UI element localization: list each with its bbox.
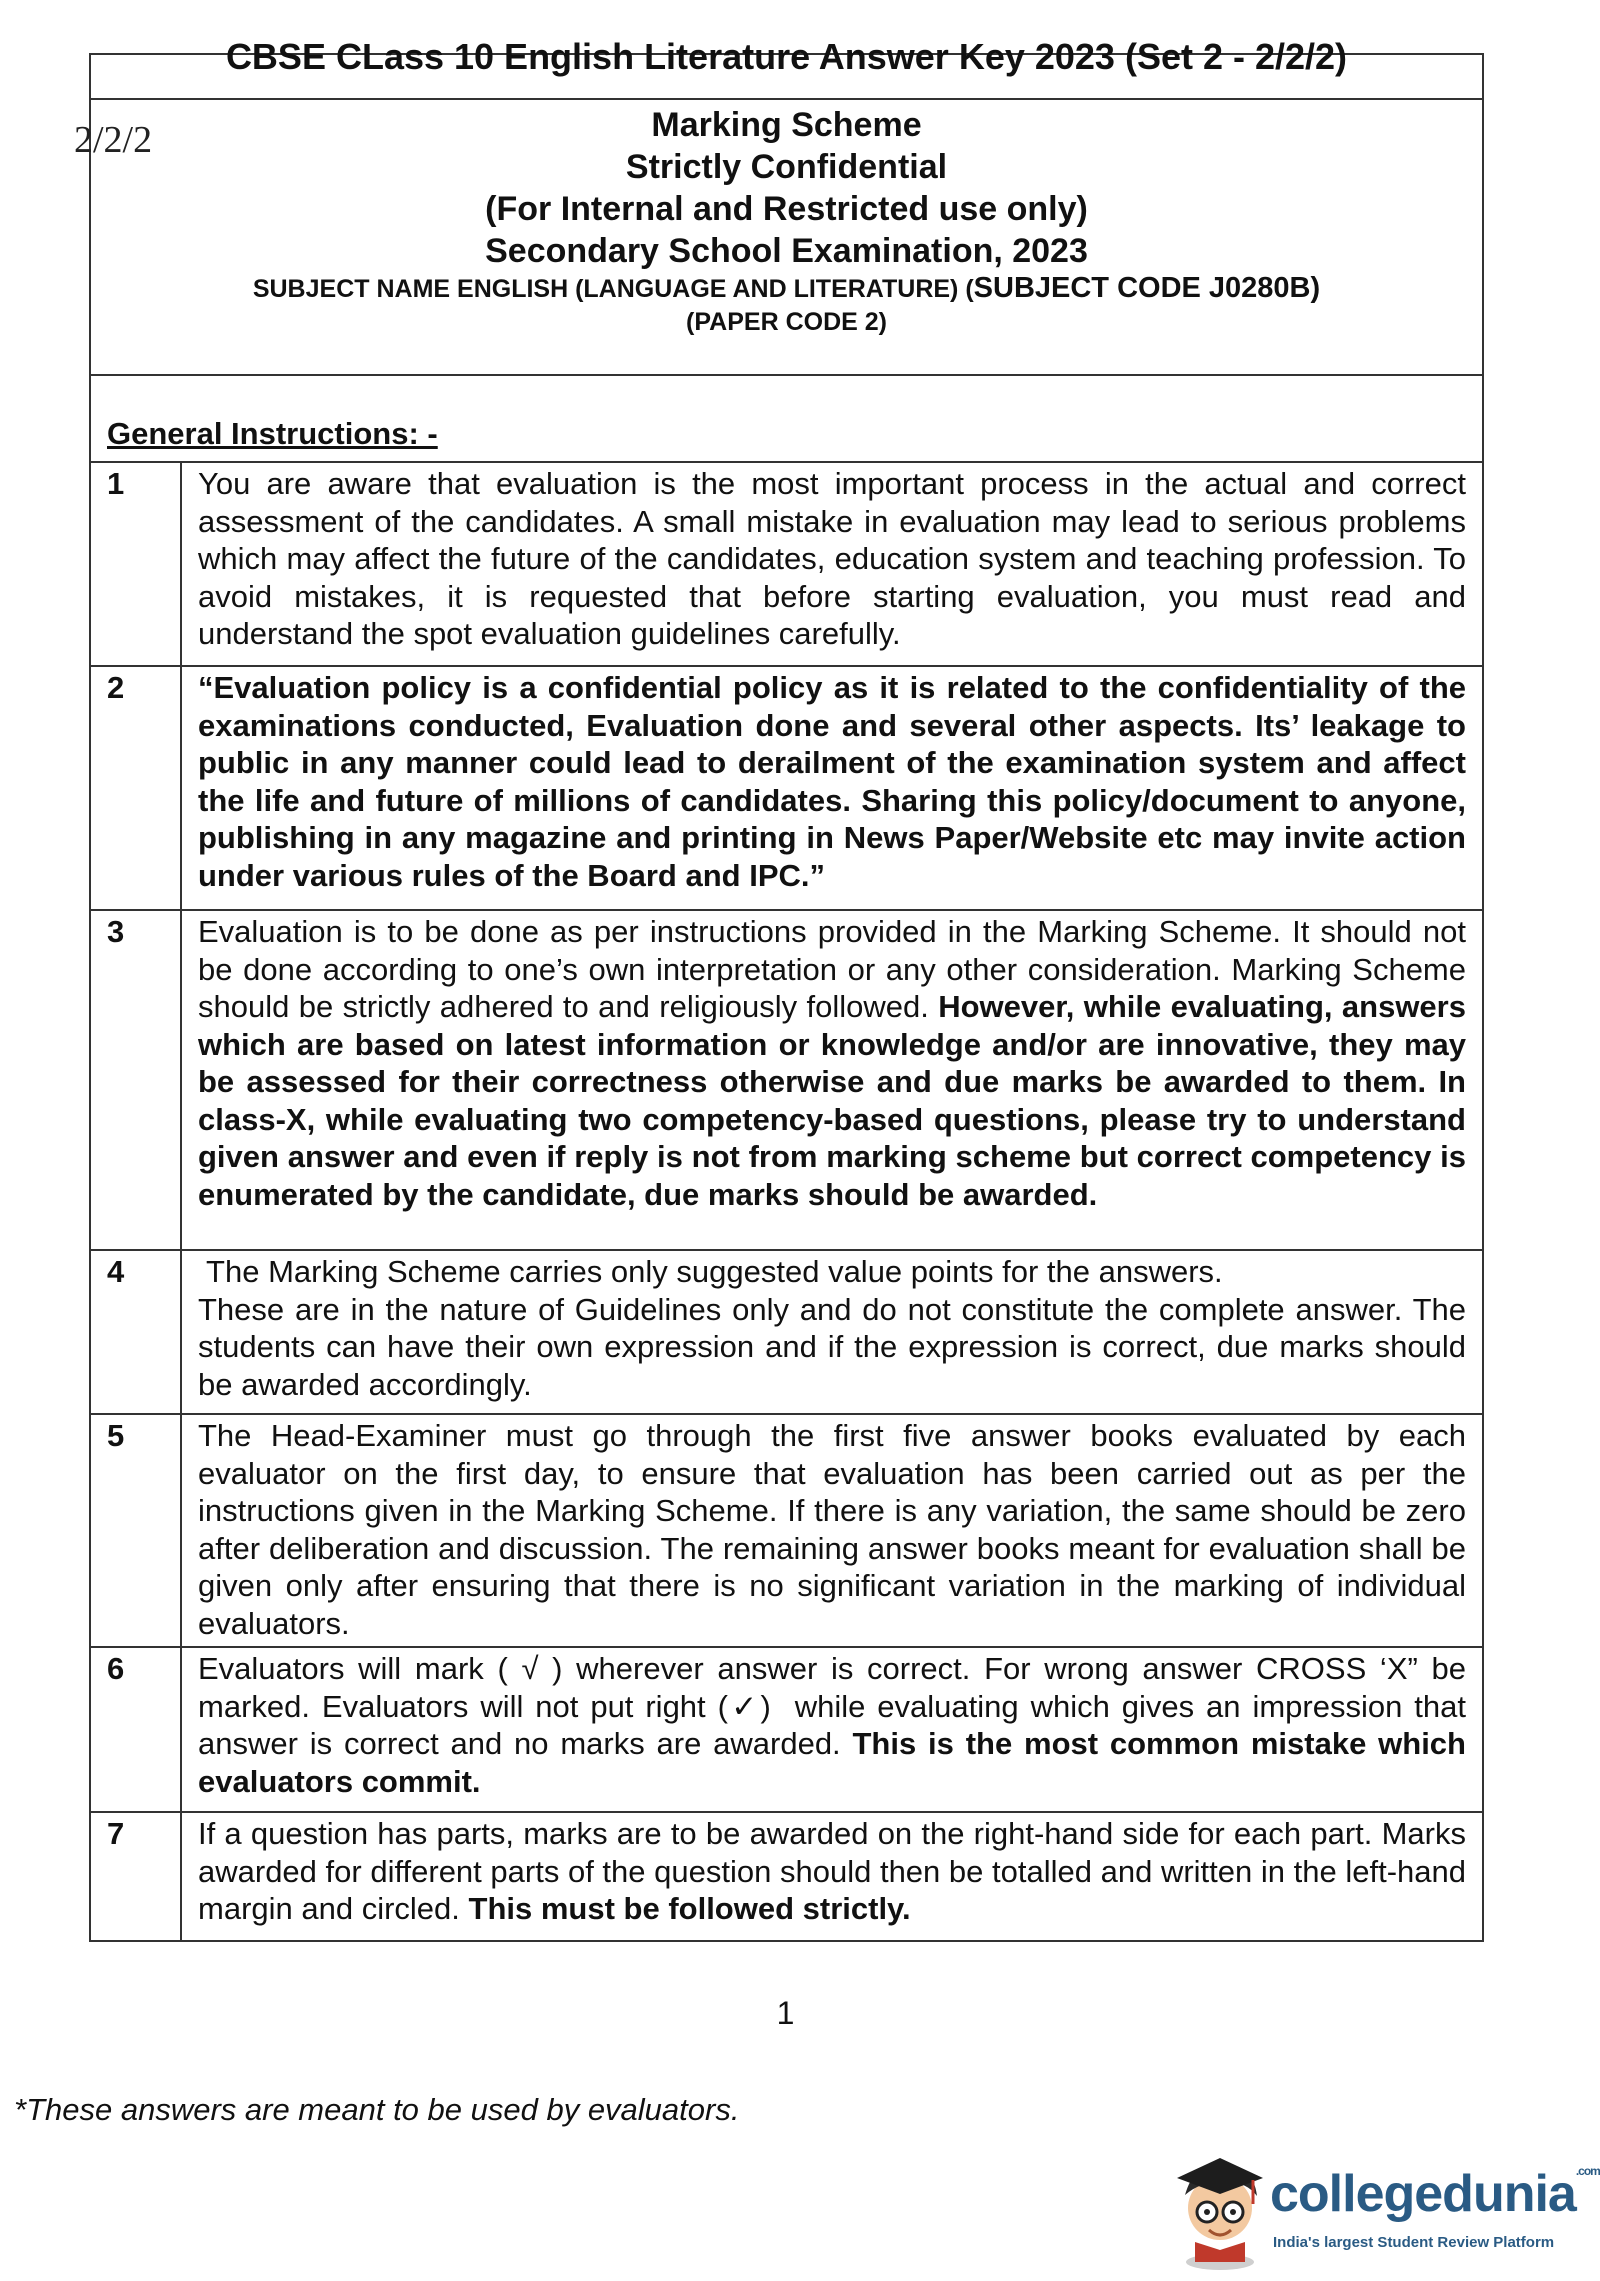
page-number: 1 (776, 1995, 795, 2031)
instruction-emphasis: However, while evaluating, answers which are based on latest information or knowledge and/or are innovative, they may be assessed for their correctness otherwise and due marks be awarded to them. In class-X, while evaluating two competency-based questions, please try to understand given answer and even if reply is not from marking scheme but correct competency is enumerated by the candidate, due marks should be awarded. (198, 989, 1466, 1212)
instruction-row (91, 1812, 1482, 1940)
instruction-number: 7 (91, 1812, 181, 1940)
document-title: CBSE CLass 10 English Literature Answer Key 2023 (Set 2 - 2/2/2) (91, 55, 1482, 100)
instruction-text: You are aware that evaluation is the most important process in the actual and correct assessment of the candidates. A small mistake in evaluation may lead to serious problems which may affect the future of the candidates, education system and teaching profession. To avoid mistakes, it is requested that before starting evaluation, you must read and understand the spot evaluation guidelines carefully. (198, 466, 1466, 651)
instruction-emphasis: This must be followed strictly. (468, 1891, 911, 1926)
header-subject: SUBJECT NAME ENGLISH (LANGUAGE AND LITERATURE) (SUBJECT CODE J0280B) (252, 272, 1321, 304)
instruction-number: 4 (91, 1250, 181, 1414)
instruction-text: Evaluation is to be done as per instructions provided in the Marking Scheme. It should not be done according to one’s own interpretation or any other consideration. Marking Scheme should be strictly adhered to and religiously followed. However, while evaluating, answers which are based on latest information or knowledge and/or are innovative, they may be assessed for their correctness otherwise and due marks be awarded to them. In class-X, while evaluating two competency-based questions, please try to understand given answer and even if reply is not from marking scheme but correct competency is enumerated by the candidate, due marks should be awarded. (181, 910, 1482, 1250)
header-marking-scheme: Marking Scheme (651, 106, 922, 144)
instruction-row (91, 1250, 1482, 1414)
header-confidential: Strictly Confidential (625, 148, 948, 186)
general-instructions-heading: General Instructions: - (91, 376, 1482, 463)
instruction-number: 3 (91, 910, 181, 1250)
instruction-text: The Marking Scheme carries only suggested value points for the answers. These are in the nature of Guidelines only and do not constitute the complete answer. The students can have their own expression and if the expression is correct, due marks should be awarded accordingly. (181, 1250, 1482, 1414)
mascot-icon (1165, 2150, 1270, 2270)
collegedunia-logo[interactable] (1165, 2150, 1600, 2270)
instruction-row (91, 666, 1482, 910)
header-restricted-use: (For Internal and Restricted use only) (485, 190, 1088, 228)
marking-scheme-header (91, 100, 1482, 376)
instruction-text: “Evaluation policy is a confidential policy as it is related to the confidentiality of the examinations conducted, Evaluation done and several other aspects. Its’ leakage to public in any manner could lead to derailment of the examination system and affect the life and future of millions of candidates. Sharing this policy/document to anyone, publishing in any magazine and printing in News Paper/Website etc may invite action under various rules of the Board and IPC.” (181, 666, 1482, 910)
header-exam-name: Secondary School Examination, 2023 (485, 232, 1088, 270)
header-paper-code: (PAPER CODE 2) (686, 308, 887, 336)
instruction-text: Evaluators will mark ( √ ) wherever answer is correct. For wrong answer CROSS ‘X” be marked. Evaluators will not put right (✓) while evaluating which gives an impression that answer is correct and no marks are awarded. This is the most common mistake which evaluators commit. (181, 1647, 1482, 1812)
paper-code-mark: 2/2/2 (74, 119, 153, 161)
instruction-number: 5 (91, 1414, 181, 1647)
instruction-row (91, 1647, 1482, 1812)
instruction-emphasis: This is the most common mistake which evaluators commit. (198, 1726, 1466, 1799)
instruction-text: If a question has parts, marks are to be awarded on the right-hand side for each part. Marks awarded for different parts of the question should then be totalled and written in the left-hand margin and circled. This must be followed strictly. (181, 1812, 1482, 1940)
brand-name: collegedunia (1270, 2165, 1576, 2223)
instruction-row (91, 463, 1482, 666)
answer-key-page (89, 36, 1484, 1942)
brand-suffix: .com (1575, 2164, 1600, 2178)
instructions-table (91, 463, 1482, 1940)
brand-tagline: India's largest Student Review Platform (1273, 2234, 1555, 2251)
instruction-number: 1 (91, 463, 181, 666)
evaluator-footnote: *These answers are meant to be used by evaluators. (14, 2092, 740, 2127)
instruction-row (91, 910, 1482, 1250)
instruction-number: 2 (91, 666, 181, 910)
instruction-number: 6 (91, 1647, 181, 1812)
instruction-row (91, 1414, 1482, 1647)
subject-code: SUBJECT CODE J0280B) (973, 272, 1321, 304)
instruction-text: The Head-Examiner must go through the first five answer books evaluated by each evaluator on the first day, to ensure that evaluation has been carried out as per the instructions given in the Marking Scheme. If there is any variation, the same should be zero after deliberation and discussion. The remaining answer books meant for evaluation shall be given only after ensuring that there is no significant variation in the marking of individual evaluators. (181, 1414, 1482, 1647)
